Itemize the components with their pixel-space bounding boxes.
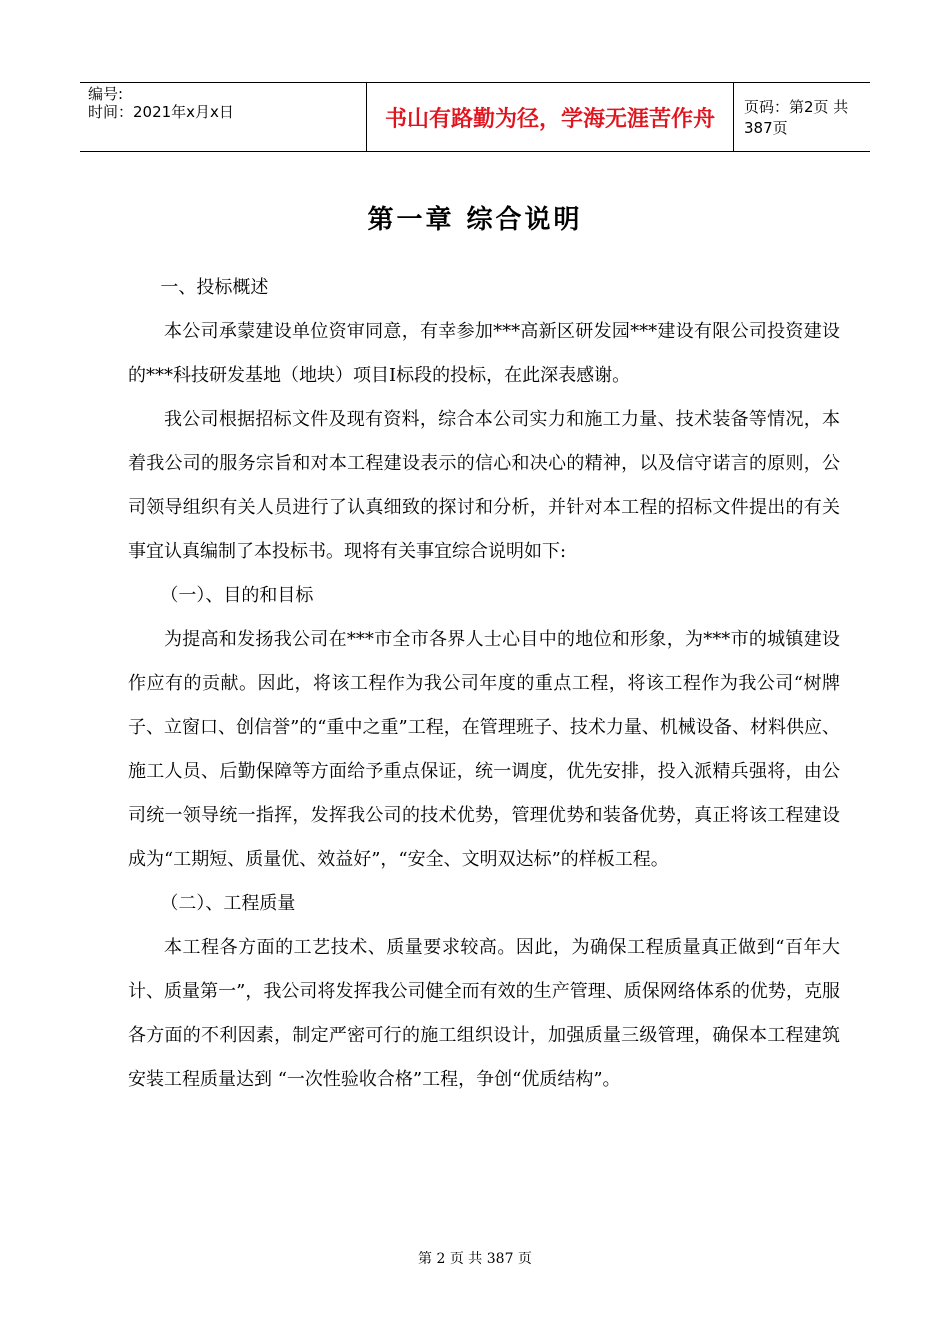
header-meta [88,85,288,121]
header-motto: 书山有路勤为径，学海无涯苦作舟 [366,83,734,151]
section-heading: （一）、目的和目标 [160,585,314,606]
paragraph: 为提高和发扬我公司在***市全市各界人士心目中的地位和形象，为***市的城镇建设作应有的贡献。因此，将该工程作为我公司年度的重点工程，将该工程作为我公司“树牌子、立窗口、创信誉”的“重中之重”工程，在管理班子、技术力量、机械设备、材料供应、施工人员、后勤保障等方面给予重点保证，统一调度，优先安排，投入派精兵强将，由公司统一领导统一指挥，发挥我公司的技术优势，管理优势和装备优势，真正将该工程建设成为“工期短、质量优、效益好”，“安全、文明双达标”的样板工程。 [128,629,840,870]
header-page-info: 页码：第2页 共387页 [744,98,849,137]
time-label: 时间：2021年x月x日 [88,103,234,121]
document-body [128,266,840,1102]
paragraph: 本公司承蒙建设单位资审同意，有幸参加***高新区研发园***建设有限公司投资建设的***科技研发基地（地块）项目Ⅰ标段的投标，在此深表感谢。 [128,321,840,386]
page-footer: 第 2 页 共 387 页 [418,1251,532,1267]
section-heading: 一、投标概述 [160,277,269,298]
chapter-title: 第一章 综合说明 [367,205,583,235]
page-header [80,82,870,152]
paragraph: 本工程各方面的工艺技术、质量要求较高。因此，为确保工程质量真正做到“百年大计、质量第一”，我公司将发挥我公司健全而有效的生产管理、质保网络体系的优势，克服各方面的不利因素，制定严密可行的施工组织设计，加强质量三级管理，确保本工程建筑安装工程质量达到 “一次性验收合格”工程，争创“优质结构”。 [128,937,840,1090]
number-label: 编号: [88,85,124,103]
paragraph: 我公司根据招标文件及现有资料，综合本公司实力和施工力量、技术装备等情况，本着我公司的服务宗旨和对本工程建设表示的信心和决心的精神，以及信守诺言的原则，公司领导组织有关人员进行了认真细致的探讨和分析，并针对本工程的招标文件提出的有关事宜认真编制了本投标书。现将有关事宜综合说明如下: [128,409,840,562]
section-heading: （二）、工程质量 [160,893,296,914]
